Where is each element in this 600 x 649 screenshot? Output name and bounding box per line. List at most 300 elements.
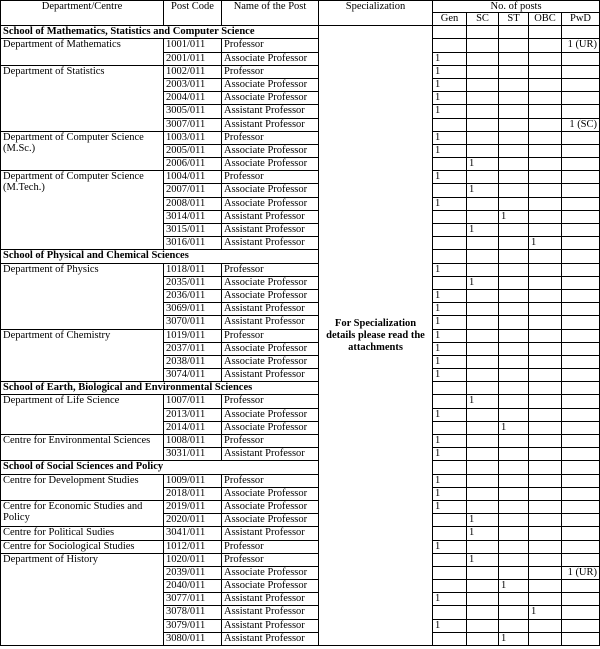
post-name: Assistant Professor	[222, 237, 319, 250]
obc-count	[529, 408, 562, 421]
st-count	[499, 500, 529, 513]
sc-count	[467, 408, 499, 421]
gen-count: 1	[433, 78, 467, 91]
sc-count: 1	[467, 553, 499, 566]
sc-count	[467, 329, 499, 342]
post-code: 1003/011	[164, 131, 222, 144]
post-name: Assistant Professor	[222, 527, 319, 540]
post-code: 3074/011	[164, 369, 222, 382]
pwd-count	[562, 171, 600, 184]
st-count	[499, 237, 529, 250]
sc-count	[467, 500, 499, 513]
obc-count	[529, 158, 562, 171]
post-code: 2018/011	[164, 487, 222, 500]
post-name: Professor	[222, 435, 319, 448]
obc-count	[529, 316, 562, 329]
st-count	[499, 408, 529, 421]
empty-cell	[433, 461, 467, 474]
pwd-count	[562, 105, 600, 118]
post-name: Professor	[222, 474, 319, 487]
post-name: Professor	[222, 540, 319, 553]
post-code: 3007/011	[164, 118, 222, 131]
sc-count	[467, 593, 499, 606]
post-code: 3005/011	[164, 105, 222, 118]
empty-cell	[529, 382, 562, 395]
st-count	[499, 131, 529, 144]
table-row	[1, 329, 600, 342]
st-count	[499, 316, 529, 329]
pwd-count	[562, 421, 600, 434]
obc-count	[529, 474, 562, 487]
st-count	[499, 593, 529, 606]
pwd-count	[562, 329, 600, 342]
post-code: 2013/011	[164, 408, 222, 421]
sc-count	[467, 303, 499, 316]
table-row	[1, 500, 600, 513]
post-name: Assistant Professor	[222, 593, 319, 606]
pwd-count	[562, 131, 600, 144]
gen-count: 1	[433, 540, 467, 553]
pwd-count	[562, 144, 600, 157]
department-name: Department of Computer Science (M.Tech.)	[1, 171, 164, 250]
table-row	[1, 540, 600, 553]
gen-count: 1	[433, 474, 467, 487]
sc-count	[467, 289, 499, 302]
obc-count	[529, 118, 562, 131]
pwd-count	[562, 435, 600, 448]
post-code: 2004/011	[164, 92, 222, 105]
header-sc: SC	[467, 13, 499, 26]
gen-count: 1	[433, 593, 467, 606]
post-name: Associate Professor	[222, 52, 319, 65]
table-body	[1, 26, 600, 646]
st-count	[499, 553, 529, 566]
pwd-count	[562, 500, 600, 513]
school-heading: School of Mathematics, Statistics and Computer Science	[1, 26, 319, 39]
st-count	[499, 39, 529, 52]
sc-count: 1	[467, 184, 499, 197]
post-name: Associate Professor	[222, 500, 319, 513]
obc-count	[529, 619, 562, 632]
obc-count: 1	[529, 606, 562, 619]
sc-count	[467, 540, 499, 553]
post-name: Associate Professor	[222, 144, 319, 157]
obc-count	[529, 197, 562, 210]
post-name: Professor	[222, 395, 319, 408]
pwd-count	[562, 395, 600, 408]
pwd-count	[562, 197, 600, 210]
post-code: 1008/011	[164, 435, 222, 448]
obc-count	[529, 580, 562, 593]
obc-count	[529, 39, 562, 52]
obc-count	[529, 92, 562, 105]
sc-count	[467, 316, 499, 329]
pwd-count	[562, 210, 600, 223]
pwd-count: 1 (SC)	[562, 118, 600, 131]
post-name: Associate Professor	[222, 487, 319, 500]
post-name: Assistant Professor	[222, 316, 319, 329]
pwd-count	[562, 408, 600, 421]
obc-count	[529, 514, 562, 527]
sc-count: 1	[467, 527, 499, 540]
table-row	[1, 65, 600, 78]
obc-count	[529, 369, 562, 382]
pwd-count	[562, 487, 600, 500]
post-code: 2035/011	[164, 276, 222, 289]
post-name: Associate Professor	[222, 184, 319, 197]
department-name: Centre for Economic Studies and Policy	[1, 500, 164, 526]
gen-count: 1	[433, 65, 467, 78]
post-name: Professor	[222, 39, 319, 52]
gen-count: 1	[433, 197, 467, 210]
sc-count	[467, 118, 499, 131]
st-count	[499, 448, 529, 461]
gen-count	[433, 421, 467, 434]
gen-count: 1	[433, 303, 467, 316]
st-count	[499, 197, 529, 210]
gen-count	[433, 553, 467, 566]
pwd-count	[562, 580, 600, 593]
post-code: 2036/011	[164, 289, 222, 302]
gen-count: 1	[433, 342, 467, 355]
sc-count	[467, 92, 499, 105]
gen-count	[433, 276, 467, 289]
post-name: Assistant Professor	[222, 369, 319, 382]
gen-count: 1	[433, 408, 467, 421]
post-name: Associate Professor	[222, 514, 319, 527]
table-row	[1, 131, 600, 144]
pwd-count	[562, 92, 600, 105]
post-code: 3079/011	[164, 619, 222, 632]
gen-count	[433, 39, 467, 52]
school-heading-row	[1, 250, 600, 263]
post-code: 1004/011	[164, 171, 222, 184]
department-name: Centre for Sociological Studies	[1, 540, 164, 553]
empty-cell	[562, 461, 600, 474]
sc-count	[467, 263, 499, 276]
pwd-count	[562, 448, 600, 461]
post-name: Professor	[222, 329, 319, 342]
empty-cell	[529, 26, 562, 39]
st-count	[499, 566, 529, 579]
st-count	[499, 65, 529, 78]
st-count	[499, 158, 529, 171]
sc-count	[467, 105, 499, 118]
obc-count	[529, 421, 562, 434]
st-count	[499, 303, 529, 316]
pwd-count	[562, 606, 600, 619]
post-code: 1001/011	[164, 39, 222, 52]
post-name: Professor	[222, 131, 319, 144]
obc-count	[529, 632, 562, 645]
st-count	[499, 606, 529, 619]
post-code: 3080/011	[164, 632, 222, 645]
st-count: 1	[499, 580, 529, 593]
gen-count: 1	[433, 289, 467, 302]
sc-count	[467, 52, 499, 65]
st-count	[499, 263, 529, 276]
school-heading: School of Physical and Chemical Sciences	[1, 250, 319, 263]
empty-cell	[433, 250, 467, 263]
header-specialization: Specialization	[319, 1, 433, 26]
post-code: 2019/011	[164, 500, 222, 513]
st-count	[499, 144, 529, 157]
st-count	[499, 78, 529, 91]
st-count: 1	[499, 632, 529, 645]
st-count	[499, 184, 529, 197]
department-name: Centre for Political Sudies	[1, 527, 164, 540]
obc-count	[529, 210, 562, 223]
empty-cell	[499, 382, 529, 395]
gen-count	[433, 632, 467, 645]
sc-count	[467, 487, 499, 500]
pwd-count	[562, 78, 600, 91]
header-post-code: Post Code	[164, 1, 222, 26]
post-name: Associate Professor	[222, 78, 319, 91]
post-name: Professor	[222, 263, 319, 276]
st-count	[499, 224, 529, 237]
header-st: ST	[499, 13, 529, 26]
gen-count: 1	[433, 131, 467, 144]
sc-count: 1	[467, 276, 499, 289]
sc-count	[467, 197, 499, 210]
post-name: Associate Professor	[222, 355, 319, 368]
gen-count	[433, 566, 467, 579]
post-code: 3014/011	[164, 210, 222, 223]
pwd-count	[562, 369, 600, 382]
pwd-count	[562, 289, 600, 302]
gen-count: 1	[433, 619, 467, 632]
sc-count: 1	[467, 158, 499, 171]
table-row	[1, 171, 600, 184]
st-count	[499, 487, 529, 500]
gen-count: 1	[433, 487, 467, 500]
department-name: Department of Physics	[1, 263, 164, 329]
obc-count: 1	[529, 237, 562, 250]
gen-count	[433, 210, 467, 223]
empty-cell	[499, 250, 529, 263]
post-name: Assistant Professor	[222, 606, 319, 619]
obc-count	[529, 395, 562, 408]
sc-count	[467, 144, 499, 157]
pwd-count	[562, 342, 600, 355]
post-code: 2037/011	[164, 342, 222, 355]
pwd-count	[562, 52, 600, 65]
st-count	[499, 514, 529, 527]
gen-count	[433, 527, 467, 540]
pwd-count	[562, 553, 600, 566]
sc-count	[467, 210, 499, 223]
pwd-count	[562, 276, 600, 289]
pwd-count	[562, 514, 600, 527]
pwd-count	[562, 316, 600, 329]
post-name: Associate Professor	[222, 92, 319, 105]
gen-count	[433, 158, 467, 171]
st-count	[499, 329, 529, 342]
gen-count	[433, 395, 467, 408]
department-name: Centre for Environmental Sciences	[1, 435, 164, 461]
pwd-count	[562, 593, 600, 606]
pwd-count	[562, 619, 600, 632]
obc-count	[529, 435, 562, 448]
gen-count: 1	[433, 171, 467, 184]
post-code: 3016/011	[164, 237, 222, 250]
pwd-count	[562, 355, 600, 368]
gen-count: 1	[433, 144, 467, 157]
gen-count: 1	[433, 263, 467, 276]
st-count	[499, 52, 529, 65]
sc-count	[467, 435, 499, 448]
empty-cell	[433, 26, 467, 39]
st-count: 1	[499, 421, 529, 434]
gen-count	[433, 514, 467, 527]
post-name: Associate Professor	[222, 158, 319, 171]
gen-count	[433, 580, 467, 593]
empty-cell	[467, 26, 499, 39]
empty-cell	[562, 250, 600, 263]
post-code: 1019/011	[164, 329, 222, 342]
post-name: Associate Professor	[222, 289, 319, 302]
gen-count: 1	[433, 369, 467, 382]
post-name: Associate Professor	[222, 197, 319, 210]
post-code: 3077/011	[164, 593, 222, 606]
pwd-count	[562, 65, 600, 78]
post-code: 1018/011	[164, 263, 222, 276]
pwd-count	[562, 224, 600, 237]
department-name: Department of Computer Science (M.Sc.)	[1, 131, 164, 171]
header-department: Department/Centre	[1, 1, 164, 26]
st-count	[499, 540, 529, 553]
obc-count	[529, 276, 562, 289]
post-name: Professor	[222, 65, 319, 78]
obc-count	[529, 303, 562, 316]
department-name: Department of Chemistry	[1, 329, 164, 382]
st-count	[499, 276, 529, 289]
empty-cell	[467, 461, 499, 474]
obc-count	[529, 224, 562, 237]
sc-count	[467, 355, 499, 368]
sc-count	[467, 580, 499, 593]
post-code: 1009/011	[164, 474, 222, 487]
sc-count	[467, 566, 499, 579]
st-count	[499, 342, 529, 355]
obc-count	[529, 65, 562, 78]
sc-count	[467, 237, 499, 250]
department-name: Department of Statistics	[1, 65, 164, 131]
obc-count	[529, 263, 562, 276]
post-name: Associate Professor	[222, 408, 319, 421]
post-code: 2001/011	[164, 52, 222, 65]
post-code: 2006/011	[164, 158, 222, 171]
gen-count: 1	[433, 448, 467, 461]
empty-cell	[562, 26, 600, 39]
school-heading-row	[1, 461, 600, 474]
sc-count	[467, 448, 499, 461]
pwd-count	[562, 474, 600, 487]
empty-cell	[529, 250, 562, 263]
post-code: 2007/011	[164, 184, 222, 197]
obc-count	[529, 329, 562, 342]
post-code: 1012/011	[164, 540, 222, 553]
sc-count	[467, 342, 499, 355]
pwd-count	[562, 237, 600, 250]
st-count	[499, 118, 529, 131]
pwd-count	[562, 632, 600, 645]
post-name: Assistant Professor	[222, 118, 319, 131]
post-code: 2014/011	[164, 421, 222, 434]
obc-count	[529, 144, 562, 157]
sc-count: 1	[467, 514, 499, 527]
post-code: 1007/011	[164, 395, 222, 408]
school-heading-row	[1, 382, 600, 395]
post-code: 2038/011	[164, 355, 222, 368]
gen-count: 1	[433, 500, 467, 513]
pwd-count	[562, 184, 600, 197]
table-row	[1, 553, 600, 566]
post-name: Assistant Professor	[222, 224, 319, 237]
st-count	[499, 92, 529, 105]
post-name: Associate Professor	[222, 580, 319, 593]
pwd-count: 1 (UR)	[562, 566, 600, 579]
post-code: 2005/011	[164, 144, 222, 157]
st-count	[499, 355, 529, 368]
post-name: Associate Professor	[222, 566, 319, 579]
header-post-name: Name of the Post	[222, 1, 319, 26]
st-count	[499, 474, 529, 487]
sc-count	[467, 632, 499, 645]
school-heading: School of Social Sciences and Policy	[1, 461, 319, 474]
gen-count	[433, 237, 467, 250]
post-name: Assistant Professor	[222, 210, 319, 223]
post-code: 3069/011	[164, 303, 222, 316]
gen-count: 1	[433, 105, 467, 118]
obc-count	[529, 487, 562, 500]
school-heading-row	[1, 26, 600, 39]
post-name: Associate Professor	[222, 421, 319, 434]
post-code: 3015/011	[164, 224, 222, 237]
empty-cell	[562, 382, 600, 395]
empty-cell	[467, 382, 499, 395]
sc-count	[467, 619, 499, 632]
post-name: Assistant Professor	[222, 632, 319, 645]
gen-count: 1	[433, 316, 467, 329]
sc-count	[467, 474, 499, 487]
pwd-count	[562, 540, 600, 553]
table-row	[1, 263, 600, 276]
department-name: Department of Life Science	[1, 395, 164, 435]
sc-count	[467, 171, 499, 184]
post-code: 1002/011	[164, 65, 222, 78]
obc-count	[529, 289, 562, 302]
empty-cell	[467, 250, 499, 263]
obc-count	[529, 52, 562, 65]
post-code: 3070/011	[164, 316, 222, 329]
header-row	[1, 1, 600, 13]
obc-count	[529, 342, 562, 355]
gen-count: 1	[433, 92, 467, 105]
pwd-count: 1 (UR)	[562, 39, 600, 52]
gen-count: 1	[433, 355, 467, 368]
obc-count	[529, 593, 562, 606]
st-count	[499, 289, 529, 302]
post-code: 3031/011	[164, 448, 222, 461]
department-name: Department of History	[1, 553, 164, 645]
specialization-note: For Specialization details please read the attachments	[319, 26, 433, 646]
empty-cell	[499, 461, 529, 474]
department-name: Centre for Development Studies	[1, 474, 164, 500]
post-name: Professor	[222, 553, 319, 566]
st-count	[499, 395, 529, 408]
